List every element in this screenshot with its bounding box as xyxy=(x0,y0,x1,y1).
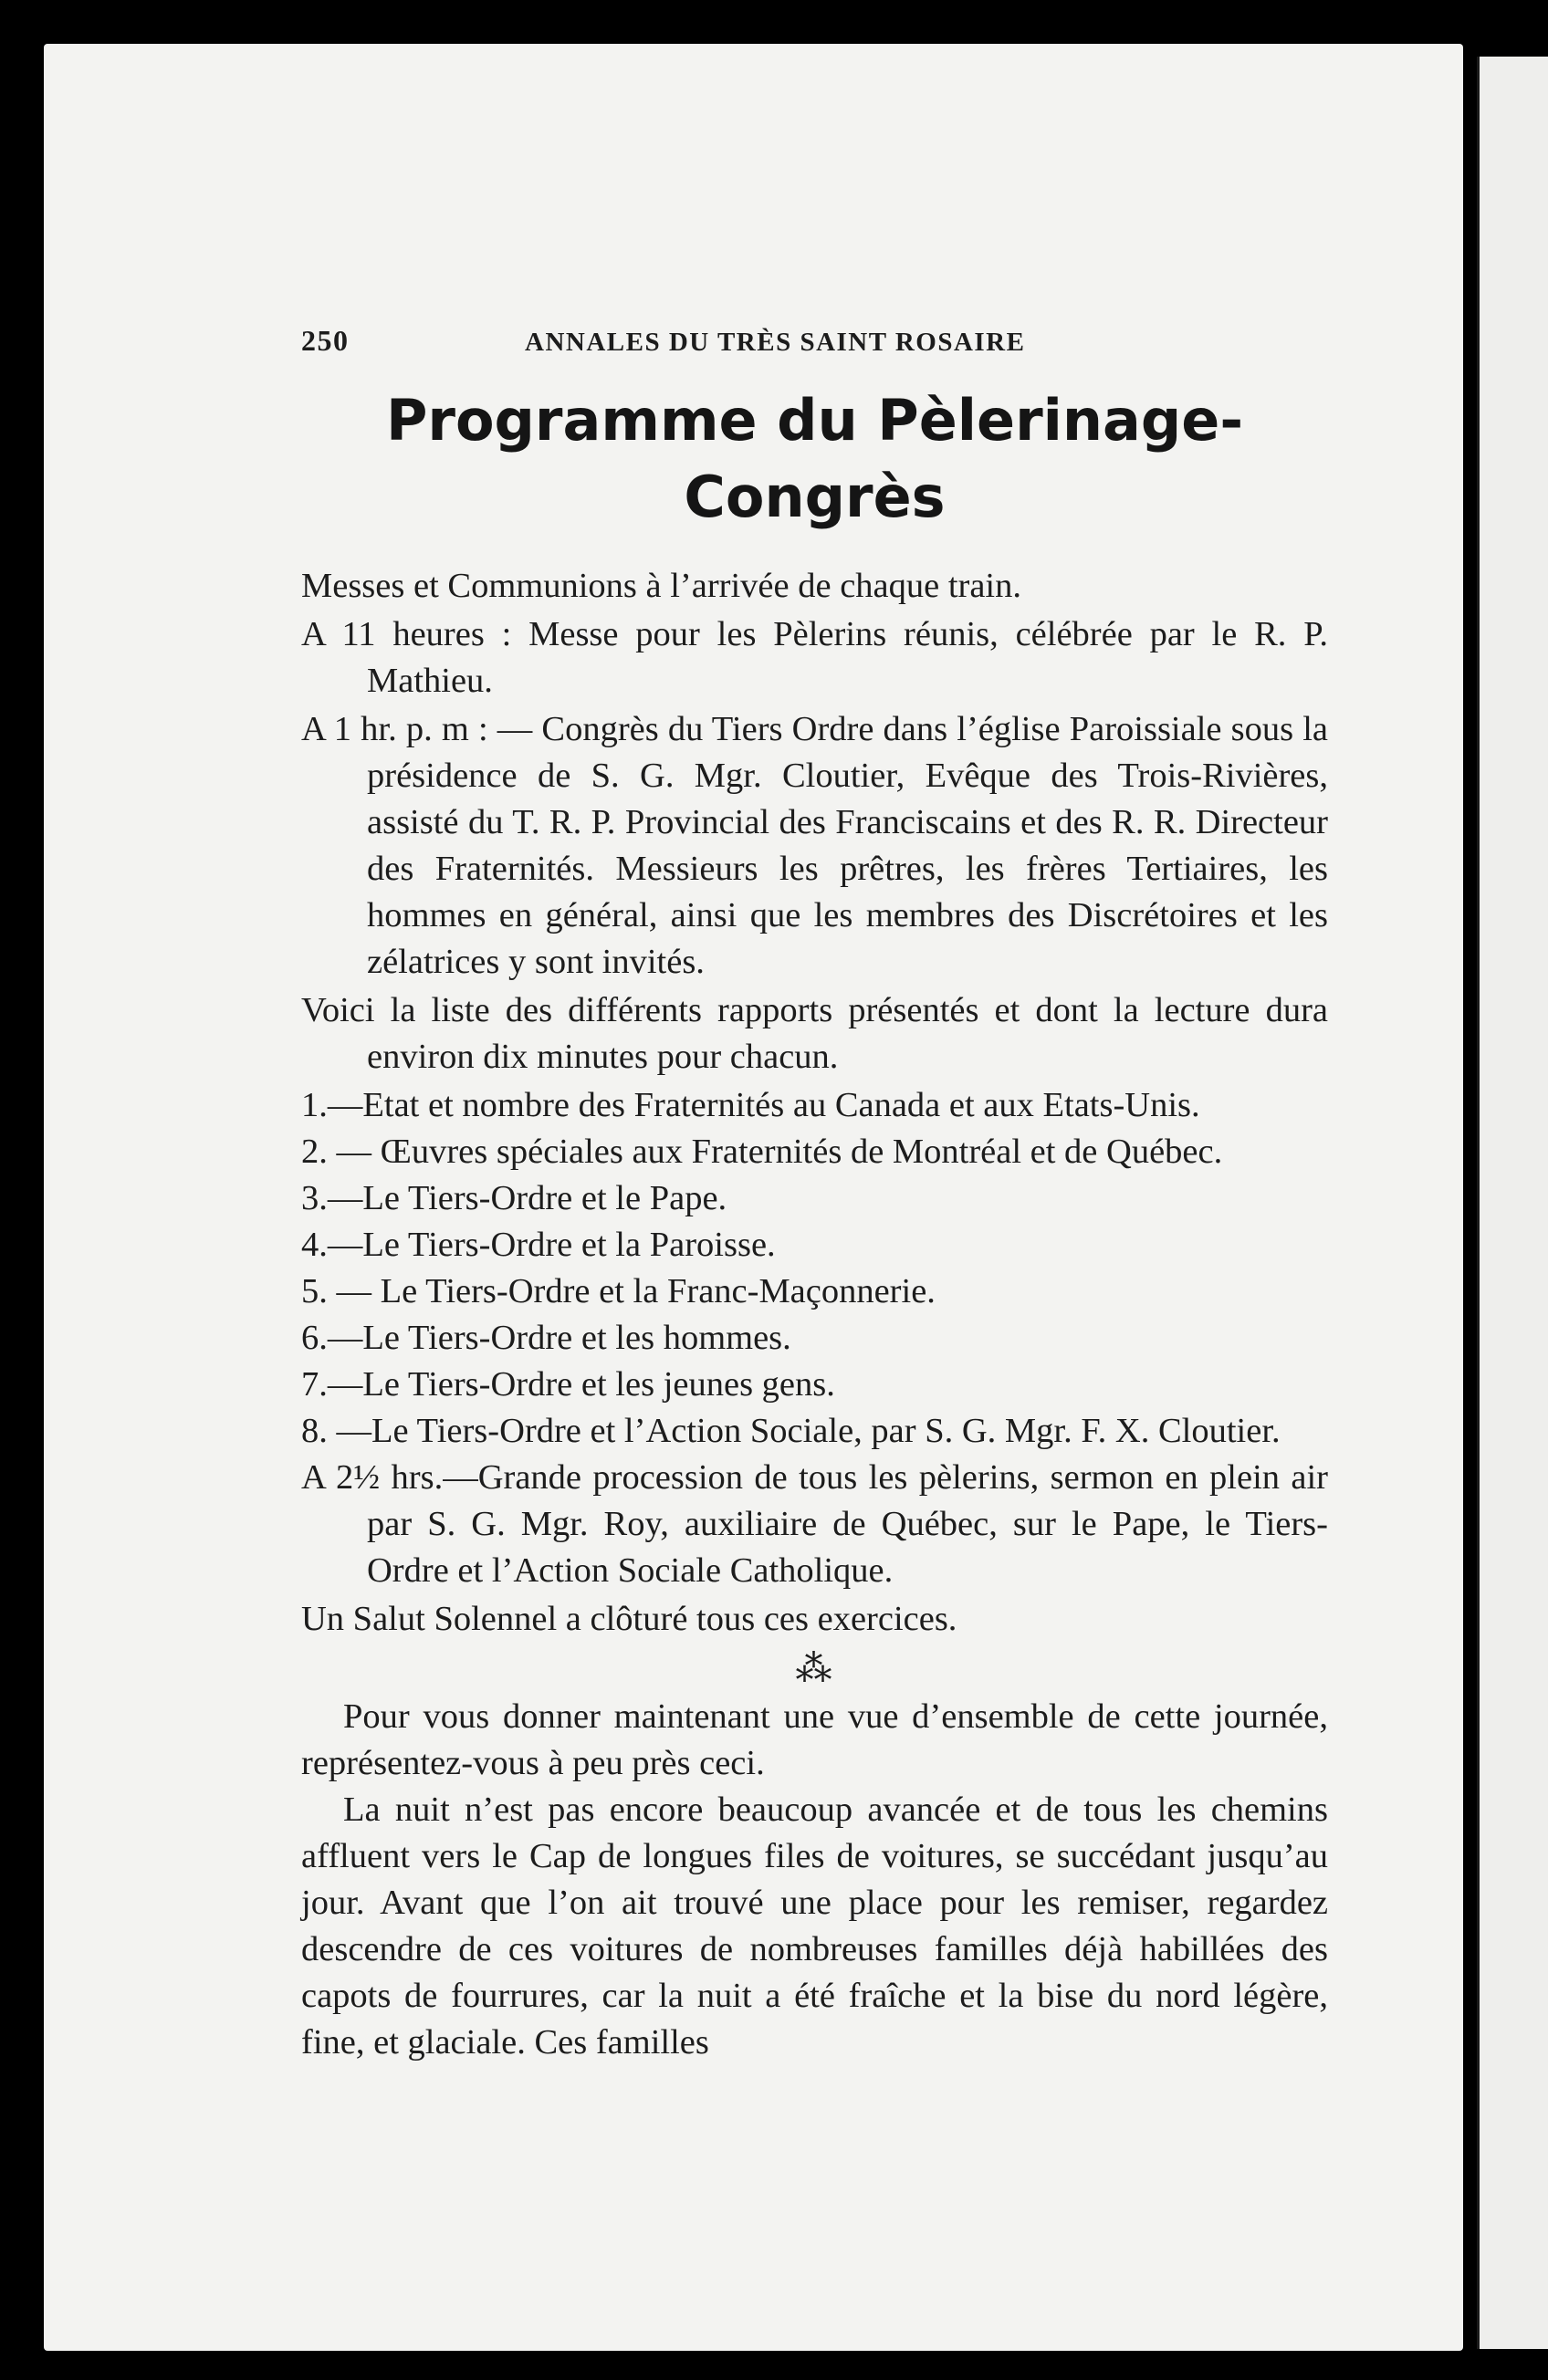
running-header xyxy=(301,318,1328,366)
section-separator: ⁂ xyxy=(795,1648,834,1689)
next-page-edge xyxy=(1477,57,1548,2349)
report-item: 6.—Le Tiers-Ordre et les hommes. xyxy=(301,1319,791,1357)
closing-line: Un Salut Solennel a clôturé tous ces exercices. xyxy=(301,1600,957,1638)
report-item: 5. — Le Tiers-Ordre et la Franc-Maçonnerie. xyxy=(301,1272,936,1310)
page-content xyxy=(301,318,1328,2066)
schedule-item: A 11 heures : Messe pour les Pèlerins réunis, célébrée par le R. P. Mathieu. xyxy=(301,615,1328,700)
report-item: 7.—Le Tiers-Ordre et les jeunes gens. xyxy=(301,1365,835,1404)
afternoon-item: A 2½ hrs.—Grande procession de tous les pèlerins, sermon en plein air par S. G. Mgr. Roy, auxiliaire de Québec, sur le Pape, le Tiers-Ordre et l’Action Sociale Catholique. xyxy=(301,1458,1328,1590)
schedule-item: Voici la liste des différents rapports présentés et dont la lecture dura environ dix minutes pour chacun. xyxy=(301,991,1328,1076)
report-item: 1.—Etat et nombre des Fraternités au Canada et aux Etats-Unis. xyxy=(301,1086,1200,1124)
schedule-item: Messes et Communions à l’arrivée de chaque train. xyxy=(301,567,1022,605)
page-number: 250 xyxy=(301,324,350,357)
report-item: 8. —Le Tiers-Ordre et l’Action Sociale, par S. G. Mgr. F. X. Cloutier. xyxy=(301,1412,1281,1450)
scanned-page xyxy=(44,44,1463,2351)
running-title: ANNALES DU TRÈS SAINT ROSAIRE xyxy=(525,328,1026,357)
report-item: 3.—Le Tiers-Ordre et le Pape. xyxy=(301,1179,727,1217)
page-title: Programme du Pèlerinage-Congrès xyxy=(385,387,1244,530)
schedule-item: A 1 hr. p. m : — Congrès du Tiers Ordre dans l’église Paroissiale sous la présidence de S. G. Mgr. Cloutier, Evêque des Trois-Rivières, assisté du T. R. P. Provincial des Franciscains et des R. R. Directeur des Fraternités. Messieurs les prêtres, les frères Tertiaires, les hommes en général, ainsi que les membres des Discrétoires et les zélatrices y sont invités. xyxy=(301,710,1328,981)
report-item: 2. — Œuvres spéciales aux Fraternités de Montréal et de Québec. xyxy=(301,1133,1223,1171)
report-item: 4.—Le Tiers-Ordre et la Paroisse. xyxy=(301,1226,776,1264)
body-paragraph: Pour vous donner maintenant une vue d’ensemble de cette journée, représentez-vous à peu près ceci. xyxy=(301,1697,1328,1782)
body-paragraph: La nuit n’est pas encore beaucoup avancée et de tous les chemins affluent vers le Cap de longues files de voitures, se succédant jusqu’au jour. Avant que l’on ait trouvé une place pour les remiser, regardez descendre de ces voitures de nombreuses familles déjà habillées des capots de fourrures, car la nuit a été fraîche et la bise du nord légère, fine, et glaciale. Ces familles xyxy=(301,1790,1328,2062)
